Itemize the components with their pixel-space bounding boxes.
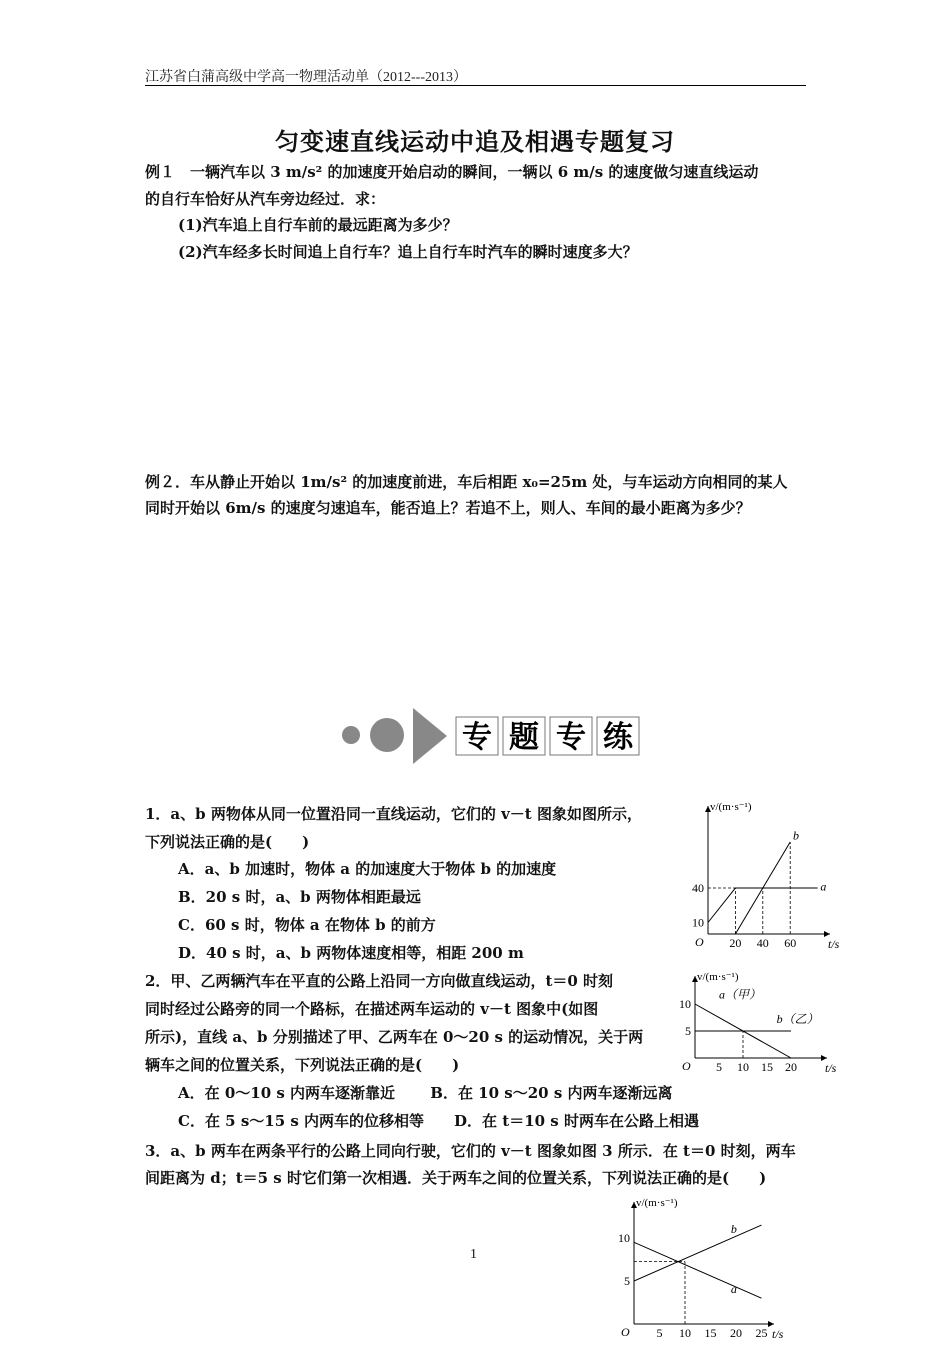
y-tick-label: 5 [685, 1024, 691, 1038]
y-tick-label: 10 [618, 1231, 630, 1245]
banner-graphic [335, 706, 645, 766]
x-tick-label: 15 [704, 1326, 717, 1340]
y-tick-label: 10 [679, 997, 691, 1011]
chart-3 [612, 1198, 782, 1348]
example1-question1: (1)汽车追上自行车前的最远距离为多少？ [178, 216, 458, 234]
page-number: 1 [470, 1247, 477, 1262]
chart-1 [690, 798, 840, 957]
banner-char: 题 [509, 720, 539, 755]
banner-char: 练 [603, 720, 633, 755]
x-tick-label: 10 [737, 1060, 749, 1074]
x-axis-label: t/s [772, 1327, 784, 1341]
problem2-line2: 同时经过公路旁的同一个路标，在描述两车运动的 v－t 图象中(如图 [145, 1000, 599, 1018]
problem1-line1: 1．a、b 两物体从同一位置沿同一直线运动，它们的 v－t 图象如图所示， [145, 805, 642, 823]
page-title: 匀变速直线运动中追及相遇专题复习 [275, 128, 675, 156]
origin-label: O [695, 935, 704, 949]
x-tick-label: 5 [716, 1060, 722, 1074]
y-tick-label: 5 [624, 1274, 630, 1288]
x-axis-label: t/s [828, 937, 840, 951]
x-tick-label: 20 [785, 1060, 797, 1074]
problem1-option-c: C．60 s 时，物体 a 在物体 b 的前方 [178, 916, 436, 934]
x-tick-label: 25 [755, 1326, 768, 1340]
x-tick-label: 20 [729, 936, 742, 950]
example1-question2: (2)汽车经多长时间追上自行车？追上自行车时汽车的瞬时速度多大？ [178, 243, 638, 261]
x-tick-label: 20 [730, 1326, 742, 1340]
y-axis-label: v/(m·s⁻¹) [636, 1197, 678, 1209]
series-label: a（甲） [719, 987, 762, 1002]
x-axis-label: t/s [825, 1061, 837, 1075]
banner-char: 专 [556, 720, 586, 755]
section-banner [335, 706, 645, 766]
y-tick-label: 10 [692, 915, 704, 930]
y-axis-label: v/(m·s⁻¹) [710, 801, 752, 813]
x-tick-label: 60 [784, 936, 797, 950]
example2-line2: 同时开始以 6m/s 的速度匀速追车，能否追上？若追不上，则人、车间的最小距离为多少？ [145, 499, 751, 517]
series-label: a [730, 1282, 737, 1297]
problem3-line1: 3．a、b 两车在两条平行的公路上同向行驶，它们的 v－t 图象如图 3 所示．在 t＝0 时刻，两车 [145, 1142, 796, 1160]
problem2-options-cd: C．在 5 s～15 s 内两车的位移相等 D．在 t＝10 s 时两车在公路上相遇 [178, 1112, 699, 1130]
problem1-line2: 下列说法正确的是( ) [145, 833, 310, 851]
series-line-1 [634, 1225, 762, 1281]
problem1-option-d: D．40 s 时，a、b 两物体速度相等，相距 200 m [178, 944, 524, 962]
series-label: a [820, 879, 827, 894]
y-axis-label: v/(m·s⁻¹) [697, 971, 739, 983]
problem2-options-ab: A．在 0～10 s 内两车逐渐靠近 B．在 10 s～20 s 内两车逐渐远离 [178, 1084, 673, 1102]
example1-line1: 例１ 一辆汽车以 3 m/s² 的加速度开始启动的瞬间，一辆以 6 m/s 的速度做匀速直线运动 [145, 163, 759, 181]
problem2-line3: 所示)，直线 a、b 分别描述了甲、乙两车在 0～20 s 的运动情况，关于两 [145, 1028, 644, 1046]
problem1-option-a: A．a、b 加速时，物体 a 的加速度大于物体 b 的加速度 [178, 860, 557, 878]
banner-arrow-icon [413, 708, 447, 764]
page-header: 江苏省白蒲高级中学高一物理活动单（2012---2013） [145, 70, 467, 85]
chart-3-svg [612, 1198, 782, 1344]
banner-char: 专 [462, 720, 492, 755]
problem3-line2: 间距离为 d；t＝5 s 时它们第一次相遇．关于两车之间的位置关系，下列说法正确的是( ) [145, 1169, 767, 1187]
x-tick-label: 40 [756, 936, 769, 950]
chart-2-svg [675, 970, 835, 1075]
header-divider [145, 85, 806, 86]
banner-dot-large [370, 718, 404, 752]
x-tick-label: 15 [761, 1060, 773, 1074]
origin-label: O [682, 1059, 691, 1073]
banner-dot-small [342, 726, 360, 744]
x-tick-label: 10 [679, 1326, 691, 1340]
series-line-2 [634, 1242, 762, 1298]
example2-line1: 例２．车从静止开始以 1m/s² 的加速度前进，车后相距 x₀=25m 处，与车运动方向相同的某人 [145, 473, 788, 491]
x-tick-label: 5 [656, 1326, 663, 1340]
chart-1-svg [690, 798, 840, 953]
origin-label: O [621, 1325, 630, 1339]
problem2-line1: 2．甲、乙两辆汽车在平直的公路上沿同一方向做直线运动，t＝0 时刻 [145, 972, 614, 990]
series-label: b（乙） [776, 1011, 819, 1026]
y-tick-label: 40 [692, 881, 704, 895]
problem1-option-b: B．20 s 时，a、b 两物体相距最远 [178, 888, 421, 906]
series-label: b [792, 828, 799, 843]
series-label: b [730, 1221, 737, 1236]
chart-2 [675, 970, 835, 1079]
example1-line2: 的自行车恰好从汽车旁边经过．求： [145, 190, 386, 208]
problem2-line4: 辆车之间的位置关系，下列说法正确的是( ) [145, 1056, 460, 1074]
